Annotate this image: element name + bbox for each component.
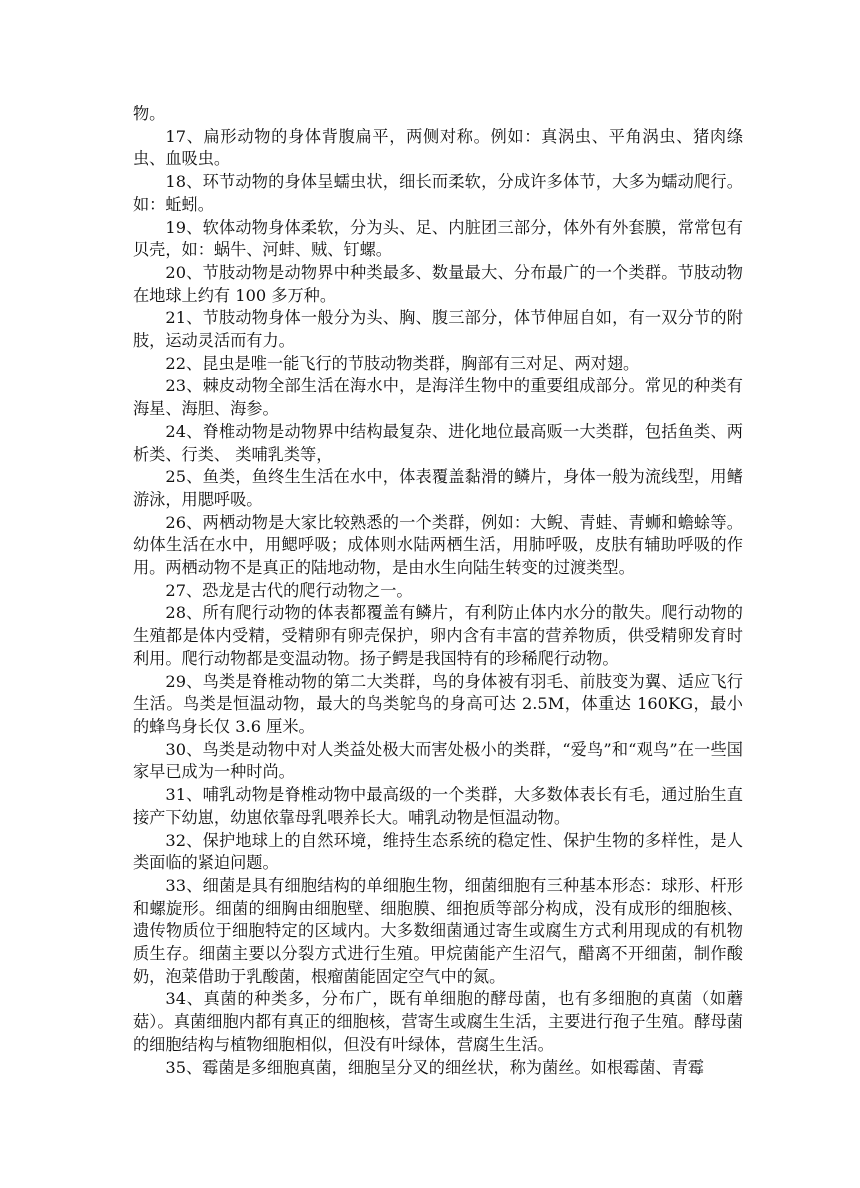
paragraph-18: 18、环节动物的身体呈蠕虫状，细长而柔软，分成许多体节，大多为蠕动爬行。如：蚯蚓。 (133, 172, 743, 214)
paragraph-25: 25、鱼类，鱼终生生活在水中，体表覆盖黏滑的鳞片，身体一般为流线型，用鳍游泳，用腮呼吸。 (133, 467, 743, 509)
paragraph-19: 19、软体动物身体柔软，分为头、足、内脏团三部分，体外有外套膜，常常包有贝壳，如：蜗牛、河蚌、贼、钉螺。 (133, 217, 743, 260)
paragraph-27: 27、恐龙是古代的爬行动物之一。 (165, 580, 413, 600)
paragraph-34: 34、真菌的种类多，分布广，既有单细胞的酵母菌，也有多细胞的真菌（如蘑菇）。真菌细胞内都有真正的细胞核，营寄生或腐生生活，主要进行孢子生殖。酵母菌的细胞结构与植物细胞相似，但没有叶绿体，营腐生生活。 (133, 989, 743, 1054)
paragraph-28: 28、所有爬行动物的体表都覆盖有鳞片，有利防止体内水分的散失。爬行动物的生殖都是体内受精，受精卵有卵壳保护，卵内含有丰富的营养物质，供受精卵发育时利用。爬行动物都是变温动物。扬子鳄是我国特有的珍稀爬行动物。 (133, 603, 743, 668)
paragraph-continuation: 物。 (133, 104, 166, 123)
paragraph-31: 31、哺乳动物是脊椎动物中最高级的一个类群，大多数体表长有毛，通过胎生直接产下幼崽，幼崽依靠母乳喂养长大。哺乳动物是恒温动物。 (133, 785, 743, 827)
paragraph-20: 20、节肢动物是动物界中种类最多、数量最大、分布最广的一个类群。节肢动物在地球上约有 100 多万种。 (133, 262, 743, 305)
paragraph-32: 32、保护地球上的自然环境，维持生态系统的稳定性、保护生物的多样性，是人类面临的紧迫问题。 (133, 830, 743, 873)
paragraph-33: 33、细菌是具有细胞结构的单细胞生物，细菌细胞有三种基本形态：球形、杆形和螺旋形。细菌的细胸由细胞壁、细胞膜、细抱质等部分构成，没有成形的细胞核、遗传物质位于细胞特定的区域内。大多数细菌通过寄生或腐生方式利用现成的有机物质生存。细菌主要以分裂方式进行生殖。甲烷菌能产生沼气，醋离不开细菌，制作酸奶，泡菜借助于乳酸菌，根瘤菌能固定空气中的氮。 (133, 875, 743, 986)
paragraph-29: 29、鸟类是脊椎动物的第二大类群，鸟的身体被有羽毛、前肢变为翼、适应飞行生活。鸟类是恒温动物，最大的鸟类鸵鸟的身高可达 2.5M，体重达 160KG，最小的蜂鸟身长仅 3.6 厘米。 (133, 671, 743, 736)
paragraph-23: 23、棘皮动物全部生活在海水中，是海洋生物中的重要组成部分。常见的种类有海星、海胆、海参。 (133, 376, 743, 419)
paragraph-24: 24、脊椎动物是动物界中结构最复杂、进化地位最高贩一大类群，包括鱼类、两析类、行类、 类哺乳类等， (133, 421, 743, 464)
paragraph-35: 35、霉菌是多细胞真菌，细胞呈分叉的细丝状，称为菌丝。如根霉菌、青霉 (165, 1057, 704, 1077)
paragraph-21: 21、节肢动物身体一般分为头、胸、腹三部分，体节伸屈自如，有一双分节的附肢，运动灵活而有力。 (133, 308, 743, 351)
paragraph-17: 17、扁形动物的身体背腹扁平，两侧对称。例如：真涡虫、平角涡虫、猪肉绦虫、血吸虫。 (133, 126, 743, 169)
paragraph-26: 26、两栖动物是大家比较熟悉的一个类群，例如：大鲵、青蛙、青蛳和蟾蜍等。幼体生活在水中，用鳃呼吸；成体则水陆两栖生活，用肺呼吸，皮肤有辅助呼吸的作用。两栖动物不是真正的陆地动物，是由水生向陆生转变的过渡类型。 (133, 512, 743, 578)
document-body (133, 103, 743, 1079)
paragraph-22: 22、昆虫是唯一能飞行的节肢动物类群，胸部有三对足、两对翅。 (165, 353, 640, 373)
paragraph-30: 30、鸟类是动物中对人类益处极大而害处极小的类群，“爱鸟”和“观鸟”在一些国家早已成为一种时尚。 (133, 739, 743, 782)
